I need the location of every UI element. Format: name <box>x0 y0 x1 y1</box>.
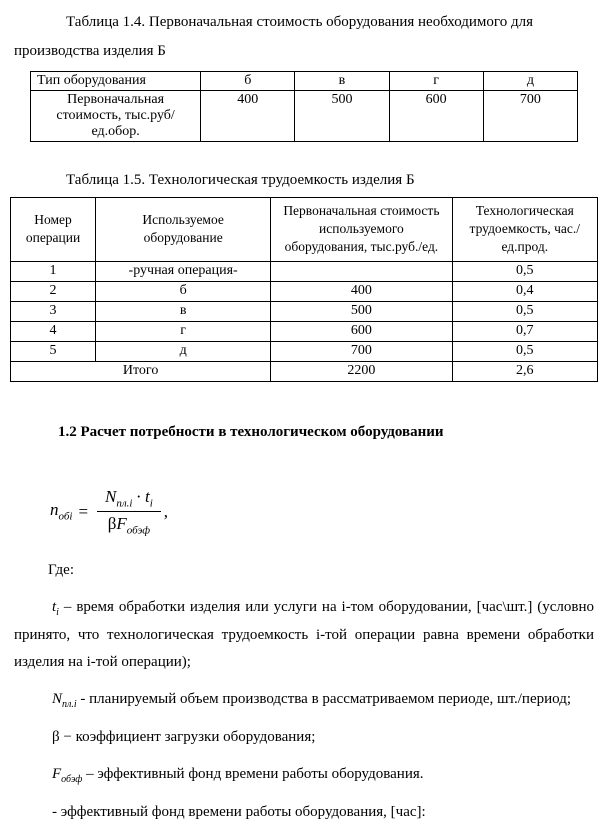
equipment-cell: д <box>96 341 271 361</box>
table-header-cell: Технологическая трудоемкость, час./ед.прод. <box>452 198 597 262</box>
term-subscript: обэф <box>61 774 83 786</box>
fraction-numerator <box>97 487 161 512</box>
labor-cell: 0,4 <box>452 281 597 301</box>
table-row <box>11 261 598 281</box>
formula-fraction <box>97 487 161 537</box>
cost-cell: 600 <box>271 321 452 341</box>
value-cell: 500 <box>295 91 389 142</box>
equipment-cell: -ручная операция- <box>96 261 271 281</box>
labor-cell: 0,5 <box>452 341 597 361</box>
table-header-cell: г <box>389 72 483 91</box>
table-row <box>11 281 598 301</box>
formula-subscript: обэф <box>126 524 151 537</box>
operation-number-cell: 2 <box>11 281 96 301</box>
equipment-cell: г <box>96 321 271 341</box>
effective-fund-line: - эффективный фонд времени работы оборудования, [час]: <box>52 804 426 821</box>
total-labor-cell: 2,6 <box>452 361 597 381</box>
multiplication-dot: · <box>135 486 142 506</box>
row-label-cell: Первоначальная стоимость, тыс.руб/ед.обор. <box>31 91 201 142</box>
definition-beta: β − коэффициент загрузки оборудования; <box>52 729 316 746</box>
term-symbol: N <box>52 691 63 708</box>
operation-number-cell: 3 <box>11 301 96 321</box>
value-cell: 700 <box>483 91 577 142</box>
table-total-row <box>11 361 598 381</box>
cost-cell: 500 <box>271 301 452 321</box>
table-1-4-caption: Таблица 1.4. Первоначальная стоимость оборудования необходимого для производства изделия Б <box>14 14 533 59</box>
definition-text: - планируемый объем производства в рассматриваемом периоде, шт./период; <box>80 691 571 708</box>
equals-sign: = <box>78 501 89 521</box>
value-cell: 400 <box>201 91 295 142</box>
equipment-cell: в <box>96 301 271 321</box>
fraction-denominator <box>108 512 150 536</box>
value-cell: 600 <box>389 91 483 142</box>
table-header-row <box>11 198 598 262</box>
where-label: Где: <box>48 562 75 579</box>
equipment-need-formula <box>50 487 598 537</box>
term-symbol: t <box>52 599 57 616</box>
total-cost-cell: 2200 <box>271 361 452 381</box>
definition-text: – время обработки изделия или услуги на i-том оборудовании, [час\шт.] (условно принято, что технологическая трудоемкость i-той операции равна времени обработки изделия на i-той операции); <box>14 599 595 671</box>
labor-cell: 0,5 <box>452 301 597 321</box>
term-subscript: i <box>56 607 59 619</box>
formula-lhs <box>50 500 72 522</box>
formula-subscript: пл.i <box>116 497 133 510</box>
operation-number-cell: 4 <box>11 321 96 341</box>
formula-variable: t <box>144 486 150 506</box>
table-header-cell: Тип оборудования <box>31 72 201 91</box>
equipment-cell: б <box>96 281 271 301</box>
formula-variable: N <box>105 486 117 506</box>
labor-cell: 0,5 <box>452 261 597 281</box>
table-header-cell: Номер операции <box>11 198 96 262</box>
table-1-4 <box>30 71 578 142</box>
definition-ti <box>14 594 594 676</box>
table-row <box>11 341 598 361</box>
cost-cell: 400 <box>271 281 452 301</box>
formula-variable: n <box>50 500 59 520</box>
table-header-cell: Используемое оборудование <box>96 198 271 262</box>
operation-number-cell: 1 <box>11 261 96 281</box>
formula-comma: , <box>163 501 169 521</box>
formula-subscript: обi <box>58 510 73 523</box>
table-header-cell: в <box>295 72 389 91</box>
table-1-5 <box>10 197 598 382</box>
table-1-5-caption: Таблица 1.5. Технологическая трудоемкость изделия Б <box>66 172 415 188</box>
table-header-cell: б <box>201 72 295 91</box>
table-header-cell: д <box>483 72 577 91</box>
definition-text: – эффективный фонд времени работы оборудования. <box>86 766 424 783</box>
table-row <box>31 72 578 91</box>
beta-symbol: β <box>107 514 117 534</box>
definition-fob <box>14 761 594 789</box>
formula-variable: F <box>116 514 127 534</box>
table-row <box>31 91 578 142</box>
cost-cell: 700 <box>271 341 452 361</box>
definition-npl <box>14 686 594 714</box>
table-row <box>11 321 598 341</box>
cost-cell <box>271 261 452 281</box>
term-subscript: пл.i <box>62 699 77 711</box>
table-row <box>11 301 598 321</box>
section-heading: 1.2 Расчет потребности в технологическом оборудовании <box>58 423 444 440</box>
labor-cell: 0,7 <box>452 321 597 341</box>
operation-number-cell: 5 <box>11 341 96 361</box>
formula-subscript: i <box>149 497 153 510</box>
table-header-cell: Первоначальная стоимость используемого оборудования, тыс.руб./ед. <box>271 198 452 262</box>
term-symbol: F <box>52 766 62 783</box>
total-label-cell: Итого <box>11 361 271 381</box>
